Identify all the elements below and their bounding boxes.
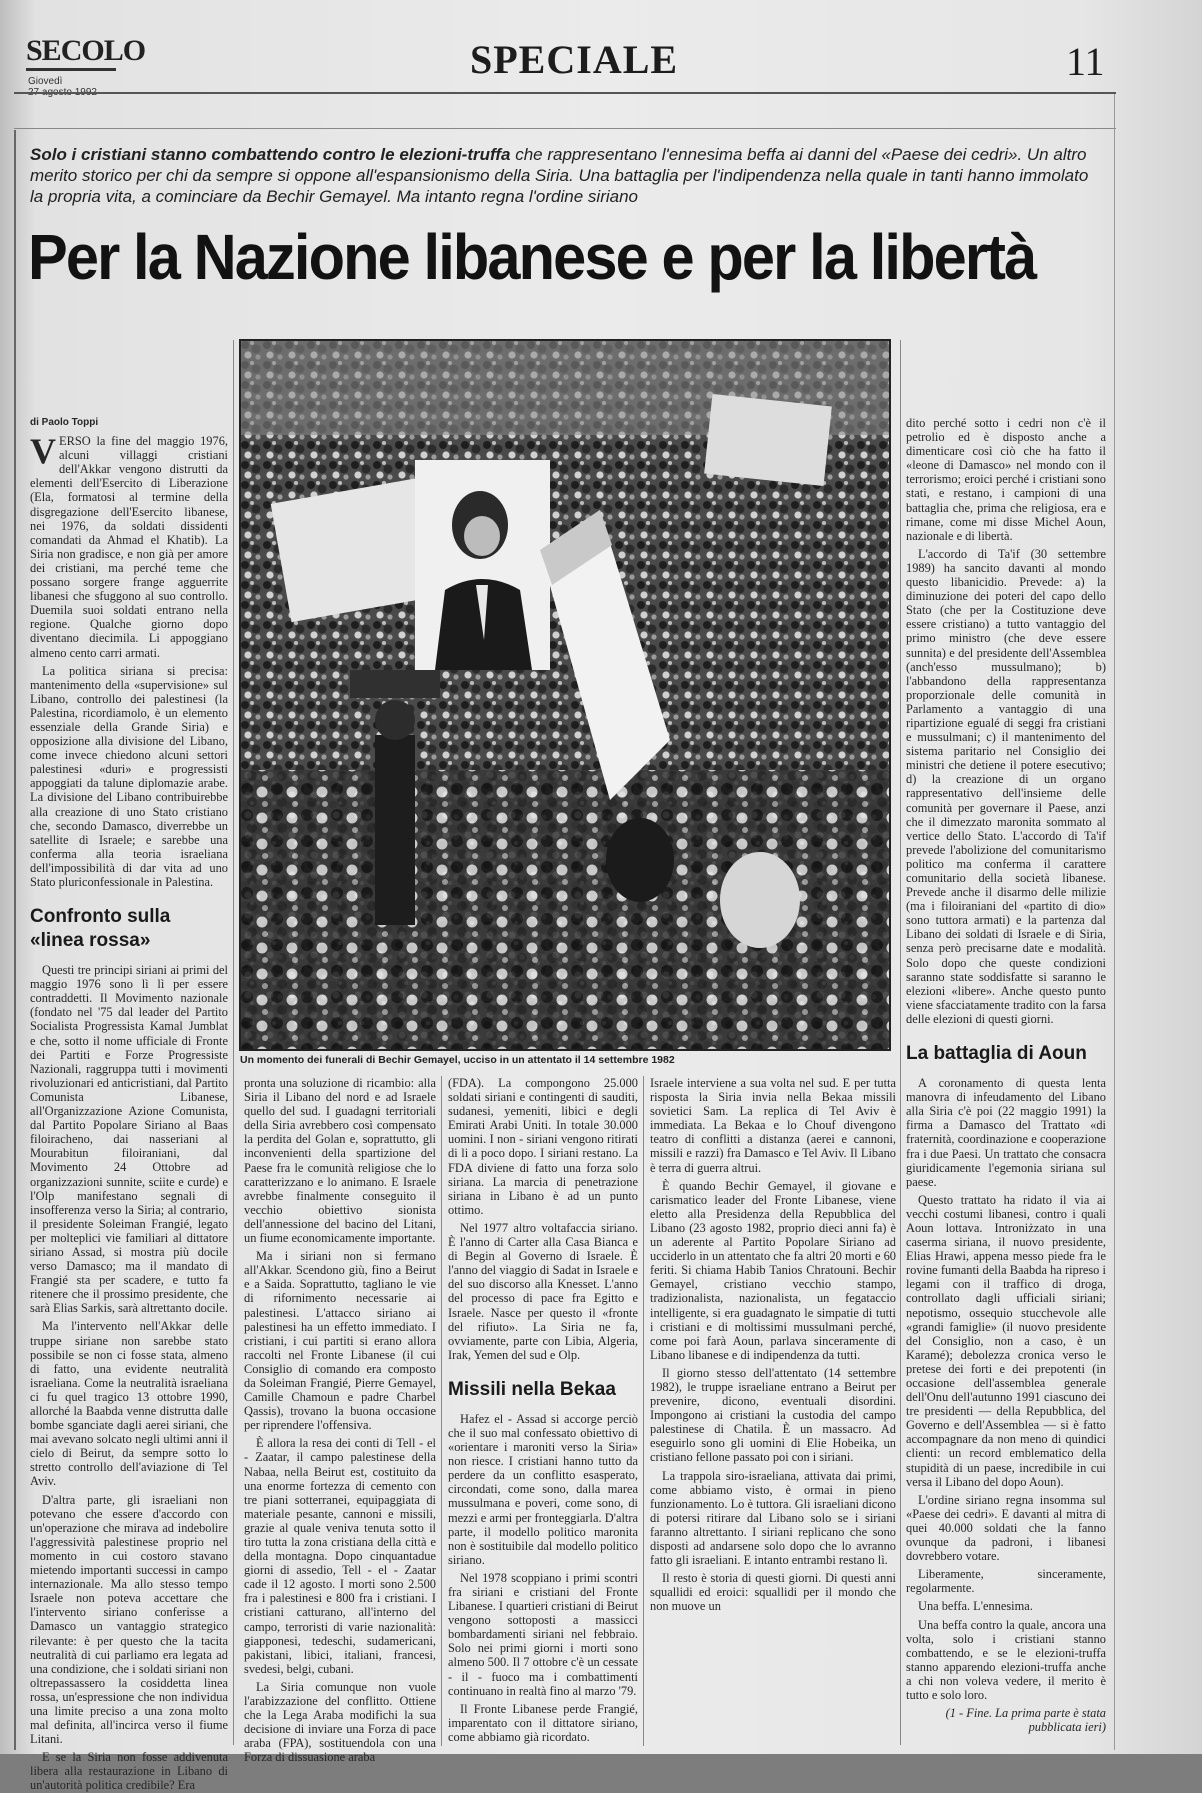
paragraph: D'altra parte, gli israeliani non potevano che essere d'accordo con un'operazione che mirava ad indebolire l'aggressività palestinese proprio nel momento in cui costoro stavano mietendo importanti successi in campo internazionale. Ma allo stesso tempo Israele non poteva accettare che l'intervento siriano conferisse a Damasco un vantaggio strategico rilevante: è per questo che la tacita neutralità di cui parliamo era legata ad una condizione, che i soldati siriani non oltrepassassero la cosiddetta linea rossa, un'espressione che non individua una limite preciso a una zona molto mal definita, all'incirca verso il fiume Litani. (30, 1492, 228, 1747)
column-4 (650, 1076, 896, 1746)
paragraph: Hafez el - Assad si accorge perciò che il suo mal confessato obiettivo di «orientare i maroniti verso la Siria» non riesce. I cristiani hanno tutto da perdere da un conflitto esasperato, circondati, come sono, dalla marea mussulmana e poveri, come sono, di mezzi e armi per fronteggiarla. D'altra parte, il modello politico maronita non è sostituibile dal modello politico siriano. (448, 1411, 638, 1567)
drop-cap: V (30, 431, 56, 472)
paragraph: L'accordo di Ta'if (30 settembre 1989) ha sancito davanti al mondo questo libanicidio. Prevede: a) la diminuzione dei poteri del capo dello Stato (che per la Costituzione deve essere cristiano) a tutto vantaggio del primo ministro (che deve essere sunnita) e del presidente dell'Assemblea (anch'esso mussulmano); b) l'abbandono della rappresentanza proporzionale delle comunità in Parlamento a vantaggio di una ripartizione egualé di seggi fra cristiani e mussulmani; c) il mantenimento del sistema paritario nel Consiglio dei ministri che detiene il potere esecutivo; d) la creazione di un organo rappresentativo dell'insieme delle comunità per governare il Paese, anzi che il dimezzato maronita sommato al vertice dello Stato. L'accordo di Ta'if prevede l'abolizione del comunitarismo politico ma conferma il carattere comunitario della società libanese. Prevede anche il disarmo delle milizie (ma i filoiraniani del «partito di dio» sono tuttora armati) e la partenza dal Libano dei soldati di Israele e di Siria, senza però precisarne date e modalità. Solo dopo che queste condizioni saranno state soddisfatte si saranno le elezioni «libere». Anche questo punto viene sfacciatamente tradito con la farsa delle elezioni di questi giorni. (906, 546, 1106, 1026)
paragraph: (FDA). La compongono 25.000 soldati siriani e contingenti di sauditi, sudanesi, yemeniti, libici e degli Emirati Arabi Uniti. In totale 30.000 uomini. I non - siriani vengono ritirati di li a poco dopo. I siriani restano. La FDA diviene di fatto una forza solo siriana. La marcia di penetrazione siriana in Libano è ad un punto ottimo. (448, 1076, 638, 1217)
paragraph-text: ERSO la fine del maggio 1976, alcuni villaggi cristiani dell'Akkar vengono distrutti da elementi dell'Esercito di Liberazione (Ela, formatosi al termine della disgregazione dell'Esercito libanese, nei 1976, da soldati dissidenti comandati da Ahmad el Khatib). La Siria non gradisce, e non già per amore dei cristiani, ma perché teme che possano sorgere frange agguerrite libanesi che sfuggono al suo controllo. Duemila suoi soldati entrano nella regione. Qualche giorno dopo diventano diecimila. Li appoggiano almeno cento carri armati. (30, 434, 228, 660)
paragraph: dito perché sotto i cedri non c'è il petrolio ed è disposto anche a dimenticare così ciò che ha fatto il «leone di Damasco» nel mondo con il terrorismo; eroici perché i cristiani sono stati, e restano, i campioni di una battaglia che, prima che religiosa, era e rimane, come mi disse Michel Aoun, nazionale e di libertà. (906, 416, 1106, 543)
banner-left (271, 478, 440, 622)
paragraph: A coronamento di questa lenta manovra di infeudamento del Libano alla Siria c'è poi (22 maggio 1991) la firma a Damasco del Trattato «di fraternità, coordinazione e cooperazione fra i due Paesi. Un trattato che consacra giuridicamente l'egemonia siriana sul paese. (906, 1076, 1106, 1189)
paragraph: La politica siriana si precisa: mantenimento della «supervisione» sul Libano, controllo dei palestinesi (la Palestina, ricordiamolo, è un elemento essenziale della Grande Siria) e opposizione alla divisione del Libano, come invece chiedono alcuni settori palestinesi «duri» e progressisti appoggiati da talune diplomazie arabe. La divisione del Libano contribuirebbe alla creazione di uno Stato cristiano che, secondo Damasco, diverrebbe un satellite di Israele; e sarebbe una conferma alla teoria israeliana dell'impossibilità di dar vita ad uno Stato pluriconfessionale in Palestina. (30, 663, 228, 889)
byline: di Paolo Toppi (30, 417, 99, 428)
paragraph: Questo trattato ha ridato il via ai vecchi costumi libanesi, contro i quali Aoun lottava. Introniżzato in una caserma siriana, il nuovo presidente, Elias Hrawi, appena messo piede fra le rovine fumanti della Baabda ha ripreso i legami con il traffico di droga, controllato dagli ufficiali siriani; nepotismo, ossequio stucchevole alle «grandi famiglie» (il nuovo presidente del Consiglio, non a caso, è un Karamé); debolezza cronica verso le pretese dei forti e dei prepotenti (in occasione dell'assemblea generale dell'Onu dell'autunno 1991 ciascuno dei tre presidenti — della Repubblica, del Governo e dell'Assemblea — si è fatto accompagnare da non meno di quindici clienti: un record emblematico della stupidità di un paese, incredibile in cui versa il Libano del dopo Aoun). (906, 1192, 1106, 1489)
raised-arms (350, 670, 440, 698)
column-rule (233, 340, 234, 1745)
article-box-top-rule (14, 128, 1116, 129)
paragraph: È quando Bechir Gemayel, il giovane e carismatico leader del Fronte Libanese, viene eletto alla Presidenza della Repubblica del Libano (23 agosto 1982, proprio dieci anni fa) è un aderente al Partito Popolare Siriano ad ucciderlo in un attentato che fa altri 20 morti e 60 feriti. Si chiama Habib Tanios Chratouni. Bechir Gemayel, cristiano vecchio stampo, tradizionalista, nazionalista, un fegataccio intelligente, si era guadagnato le simpatie di tutti i cristiani e di moltissimi mussulmani perché, come poi farà Aoun, parlava sinceramente di Libano libanese e di indipendenza da tutti. (650, 1178, 896, 1362)
paragraph: È allora la resa dei conti di Tell - el - Zaatar, il campo palestinese della Nabaa, nella Beirut est, costituito da una enorme fortezza di cemento con tre piani sotterranei, equipaggiata di materiale pesante, cannoni e missili, grazie al quale veniva tenuta sotto il tiro tutta la zona cristiana della città e della montagna. Dopo cinquantadue giorni di assedio, Tell - el - Zaatar cade il 12 agosto. I morti sono 2.500 fra i palestinesi e 800 fra i cristiani. I cristiani catturano, all'interno del campo, terroristi di varie nazionalità: giapponesi, tedeschi, sudamericani, pakistani, libici, italiani, francesi, svedesi, belgi, cubani. (244, 1436, 436, 1676)
page-number: 11 (1066, 39, 1105, 84)
masthead-rule (14, 92, 1116, 94)
paragraph: pronta una soluzione di ricambio: alla Siria il Libano del nord e ad Israele quello del sud. I guadagni territoriali della Siria avrebbero così compensato la perdita del Golan e, soprattutto, gli inconvenienti della spartizione del Paese fra le comunità religiose che lo caratterizzano e lo animano. E Israele avrebbe finalmente conseguito il vecchio obiettivo sionista dell'annessione del bacino del Litani, un fiume economicamente importante. (244, 1076, 436, 1246)
section-title: SPECIALE (470, 37, 679, 82)
paragraph: Il resto è storia di questi giorni. Di questi anni squallidi ed eroici: squallidi per il mondo che non muove un (650, 1571, 896, 1614)
paragraph: La Siria comunque non vuole l'arabizzazione del conflitto. Ottiene che la Lega Araba modifichi la sua decisione di inviare una Forza di pace araba (FPA), sostituendola con una Forza di dissuasione araba (244, 1679, 436, 1765)
subheading: La battaglia di Aoun (906, 1043, 1087, 1065)
paragraph (30, 431, 228, 660)
subheading: Confronto sulla «linea rossa» (30, 906, 171, 952)
column-5 (906, 416, 1106, 1746)
paragraph: Il Fronte Libanese perde Frangié, imparentato con il dittatore siriano, come abbiamo già ricordato. (448, 1701, 638, 1744)
summary-lead: Solo i cristiani stanno combattendo contro le elezioni-truffa (30, 145, 511, 164)
column-1 (30, 416, 228, 1793)
paragraph: Israele interviene a sua volta nel sud. E per tutta risposta la Siria invia nella Bekaa missili sovietici Sam. La replica di Tel Aviv è immediata. La Bekaa e lo Chouf divengono teatro di conflitti a distanza (aerei e cannoni, missili e razzi) fra Damasco e Tel Aviv. Il Libano è terra di guerra altrui. (650, 1076, 896, 1175)
subheading: Missili nella Bekaa (448, 1378, 616, 1400)
article-headline: Per la Nazione libanese e per la libertà (28, 221, 1036, 293)
paragraph: Il giorno stesso dell'attentato (14 settembre 1982), le truppe israeliane entrano a Beirut per prevenire, dicono, eventuali disordini. Impongono ai cristiani la custodia del campo palestinese di Chatila. È un massacro. Ad eseguirlo sono gli uomini di Elie Hobeika, un cristiano fellone passato poi con i siriani. (650, 1365, 896, 1465)
paragraph: Una beffa contro la quale, ancora una volta, solo i cristiani stanno combattendo, e se le elezioni-truffa stanno apparendo elezioni-truffa anche a chi non voleva vedere, il merito è tutto e solo loro. (906, 1617, 1106, 1702)
column-rule (643, 1076, 644, 1746)
summary-body: che rappresentano l'ennesima beffa ai danni del «Paese dei cedri». Un altro merito storico per chi da sempre si oppone all'espansionismo della Siria. Una battaglia per l'indipendenza nella quale in tanti hanno immolato la propria vita, a cominciare da Bechir Gemayel. Ma intanto regna l'ordine siriano (30, 145, 1089, 206)
standing-man-head (375, 700, 415, 740)
paragraph: Nel 1978 scoppiano i primi scontri fra siriani e cristiani del Fronte Libanese. I quartieri cristiani di Beirut vengono sottoposti a massicci bombardamenti siriani nel febbraio. Solo nei primi giorni i morti sono almeno 500. Il 7 ottobre c'è un cessate - il - fuoco ma i combattimenti continuano in realtà fino al marzo '79. (448, 1570, 638, 1698)
issue-date (28, 76, 97, 98)
paragraph: Ma l'intervento nell'Akkar delle truppe siriane non sarebbe stato possibile se non ci fosse stata, almeno di fatto, una evidente neutralità israeliana. Come la neutralità israeliana ci fu quel tragico 13 ottobre 1990, allorché la Baabda venne distrutta dalle bombe sganciate dagli aerei siriani, che mai avevano solcato negli ultimi anni il cielo di Beirut, da sempre sotto lo stretto controllo dell'aviazione di Tel Aviv. (30, 1319, 228, 1489)
article-end-note: (1 - Fine. La prima parte è stata pubblicata ieri) (945, 1706, 1106, 1735)
article-summary (30, 144, 1090, 207)
banner-right (704, 394, 832, 486)
issue-day: Giovedì (28, 76, 63, 87)
article-box-right-rule (1114, 94, 1115, 1750)
paragraph: Nel 1977 altro voltafaccia siriano. È l'anno di Carter alla Casa Bianca e di Begin al Governo di Israele. È l'anno del viaggio di Sadat in Israele e del suo discorso alla Knesset. L'anno del processo di pace fra Egitto e Israele. Nasce per questo il «fronte del rifiuto». La Siria ne fa, ovviamente, parte con Libia, Algeria, Irak, Yemen del sud e Olp. (448, 1220, 638, 1362)
portrait-face (464, 516, 500, 556)
funeral-photo (240, 340, 890, 1050)
column-rule (900, 340, 901, 1745)
standing-man (375, 735, 415, 925)
column-2 (244, 1076, 436, 1765)
mourner-white-shirt (720, 852, 800, 948)
paragraph: Ma i siriani non si fermano all'Akkar. Scendono giù, fino a Beirut e a Saida. Soprattutto, tagliano le vie di rifornimento necessarie ai palestinesi. L'attacco siriano ai palestinesi ha un effetto immediato. I cristiani, i cui partiti si erano allora raccolti nel Fronte Libanese (il cui Consiglio di comando era composto da Soleiman Frangié, Pierre Gemayel, Camille Chamoun e padre Charbel Qassis), trovano la buona occasione per riprendere l'offensiva. (244, 1249, 436, 1433)
paragraph: E se la Siria non fosse addivenuta libera alla restaurazione in Libano di un'autorità politica credibile? Era (30, 1750, 228, 1793)
column-3 (448, 1076, 638, 1746)
paragraph: Una beffa. L'ennesima. (918, 1599, 1033, 1614)
paragraph: Liberamente, sinceramente, regolarmente. (906, 1567, 1106, 1596)
logo-underline (26, 68, 116, 71)
paragraph: La trappola siro-israeliana, attivata dai primi, come abbiamo visto, è ormai in pieno funzionamento. Lo è tuttora. Gli israeliani dicono di potersi ritirare dal Libano solo se i siriani faranno altrettanto. I siriani replicano che sono disposti ad andarsene solo dopo che lo avranno fatto gli israeliani. E intanto entrambi restano lì. (650, 1468, 896, 1568)
crowd-photo-illustration (240, 340, 890, 1050)
paragraph: L'ordine siriano regna insomma sul «Paese dei cedri». E davanti al mitra di quei 40.000 soldati che la fanno ovunque da padroni, i libanesi dovrebbero votare. (906, 1492, 1106, 1564)
photo-caption: Un momento dei funerali di Bechir Gemayel, ucciso in un attentato il 14 settembre 1982 (240, 1054, 675, 1066)
paragraph: Questi tre principi siriani ai primi del maggio 1976 sono lì lì per essere contraddetti. Il Movimento nazionale (fondato nel '75 dal leader del Partito Socialista Progressista Kamal Jumblat e che, sotto il nome ufficiale di Fronte dei Partiti e Forze Progressiste Nazionali, raggruppa tutti i movimenti rivoluzionari ed anticristiani, dal Partito Comunista Libanese, all'Organizzazione Azione Comunista, dal Partito Popolare Siriano al Baas filoiracheno, dai nasseriani al Mourabitun filoiraniani, dal Movimento 24 Ottobre ad organizzazioni sunnite, sciite e curde) e l'Olp manifestano segnali di insofferenza verso la Siria; al contrario, il presidente Soleiman Frangié, legato per molteplici vie familiari al dittatore siriano Assad, si mostra più docile verso Damasco; ma il mandato di Frangié sta per scadere, e tutto fa ritenere che il prossimo presidente, che sarà Elias Sarkis, sarà altrettanto docile. (30, 963, 228, 1316)
newspaper-logo: SECOLO (26, 34, 146, 67)
column-rule (441, 1076, 442, 1746)
article-box-left-rule (14, 130, 16, 1750)
mourner-front (606, 818, 674, 902)
